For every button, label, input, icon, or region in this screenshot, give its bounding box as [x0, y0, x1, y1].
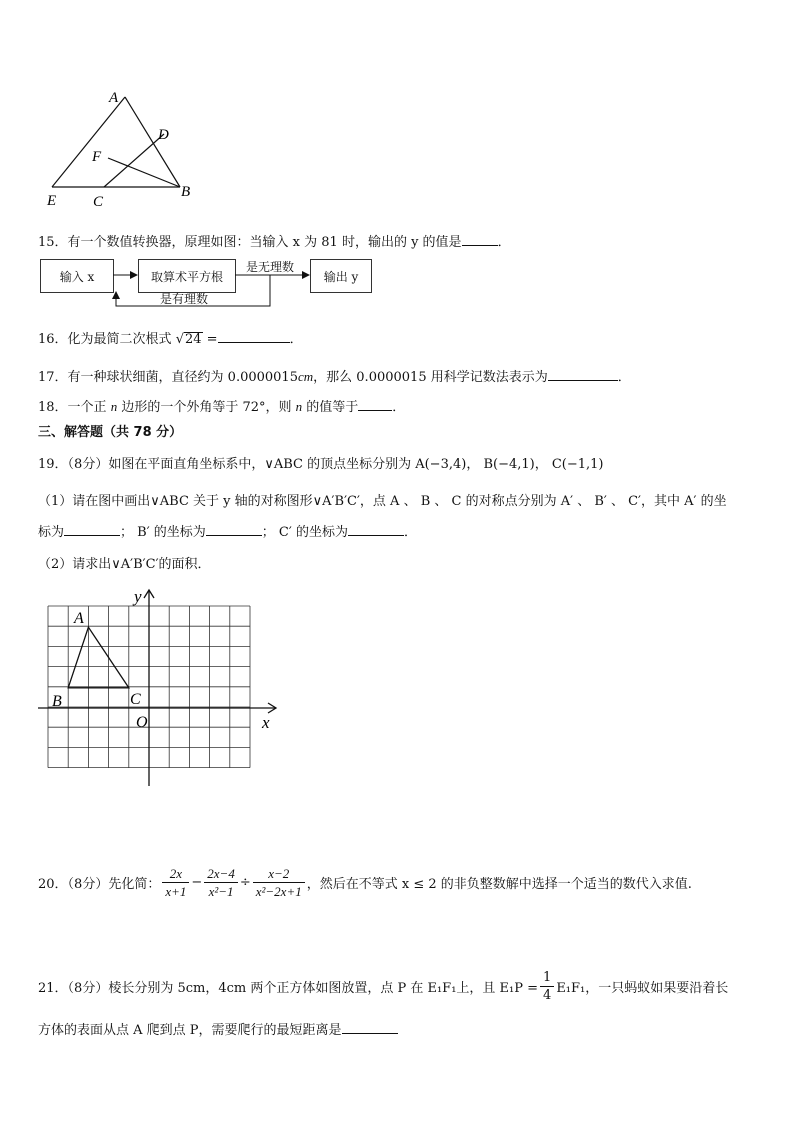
- q17-end: ．: [617, 370, 631, 385]
- q19-l3a: 标为: [38, 525, 65, 540]
- q16-end: ．: [289, 332, 303, 347]
- section-title: 三、解答题（共 78 分）: [38, 425, 183, 440]
- flow-input-box: 输入 x: [40, 259, 114, 293]
- q19-line2: （1）请在图中画出∨ABC 关于 y 轴的对称图形∨A′B′C′，点 A 、 B 、 C 的对称点分别为 A′ 、 B′ 、 C′，其中 A′ 的坐: [38, 494, 727, 509]
- q20-f1-den: x+1: [165, 884, 187, 899]
- q20-f1-num: 2x: [162, 866, 189, 883]
- label-D: D: [158, 127, 169, 143]
- coordinate-grid: [36, 586, 286, 791]
- q17-mid: ，那么 0.0000015 用科学记数法表示为: [313, 370, 548, 385]
- q19-blank-C[interactable]: [348, 523, 404, 536]
- q18-prefix: 18．一个正: [38, 400, 111, 415]
- q19-line1: 19．（8分）如图在平面直角坐标系中，∨ABC 的顶点坐标分别为 A(−3,4)， B(−4,1)， C(−1,1): [38, 457, 604, 472]
- q15-end: ．: [497, 235, 511, 250]
- q18-n2: n: [295, 399, 303, 414]
- question-17: [38, 366, 631, 385]
- q19-l3b: ； B′ 的坐标为: [120, 525, 206, 540]
- grid-label-A: A: [74, 610, 84, 627]
- q16-answer-blank[interactable]: [218, 330, 290, 343]
- q16-radicand: 24: [184, 332, 202, 347]
- triangle-abc: [68, 627, 129, 688]
- q20-frac3: [253, 866, 305, 899]
- q17-text: 17．有一种球状细菌，直径约为 0.0000015: [38, 370, 298, 385]
- flow-output-box: 输出 y: [310, 259, 372, 293]
- label-A: A: [109, 90, 119, 106]
- sqrt-sign-icon: √: [175, 332, 184, 347]
- q20-frac2: [204, 866, 238, 899]
- label-C: C: [93, 194, 104, 210]
- q15-answer-blank[interactable]: [462, 233, 498, 246]
- q20-f2-den: x²−1: [208, 884, 234, 899]
- q21-l1b: E₁F₁，一只蚂蚁如果要沿着长: [556, 981, 729, 996]
- q20-prefix: 20．（8分）先化简：: [38, 877, 161, 892]
- q21-answer-blank[interactable]: [342, 1021, 398, 1034]
- q16-equals: =: [206, 332, 218, 347]
- label-F: F: [92, 149, 102, 165]
- q20-f2-num: 2x−4: [204, 866, 238, 883]
- label-B: B: [181, 184, 191, 200]
- grid-label-O: O: [136, 714, 148, 731]
- grid-label-y: y: [134, 587, 142, 606]
- question-21-line1: [38, 970, 728, 1003]
- grid-label-B: B: [52, 693, 62, 710]
- q19-blank-A[interactable]: [64, 523, 120, 536]
- q19-blank-B[interactable]: [206, 523, 262, 536]
- q20-frac1: [162, 866, 189, 899]
- q19-line3: [38, 521, 417, 540]
- q20-f3-num: x−2: [253, 866, 305, 883]
- q19-l3c: ； C′ 的坐标为: [261, 525, 348, 540]
- q18-n1: n: [110, 399, 118, 414]
- q20-suffix: ，然后在不等式 x ≤ 2 的非负整数解中选择一个适当的数代入求值.: [306, 877, 692, 892]
- question-16: [38, 328, 303, 347]
- q21-frac: [540, 970, 554, 1003]
- q21-l1a: 21．（8分）棱长分别为 5cm，4cm 两个正方体如图放置，点 P 在 E₁F₁上，且 E₁P =: [38, 981, 539, 996]
- flow-rational-label: 是有理数: [160, 292, 209, 306]
- q20-div: ÷: [239, 875, 251, 890]
- q21-frac-den: 4: [543, 988, 552, 1003]
- q15-text: 15．有一个数值转换器，原理如图：当输入 x 为 81 时，输出的 y 的值是: [38, 235, 462, 250]
- q19-l3d: ．: [403, 525, 417, 540]
- q18-end: ．: [392, 400, 406, 415]
- grid-label-C: C: [130, 691, 141, 708]
- q16-text: 16．化为最简二次根式: [38, 332, 176, 347]
- flow-arrows: [0, 0, 400, 320]
- q20-minus: −: [191, 875, 203, 890]
- q18-mid: 边形的一个外角等于 72°，则: [117, 400, 296, 415]
- q17-answer-blank[interactable]: [548, 368, 618, 381]
- q21-frac-num: 1: [540, 970, 554, 987]
- q19-line4: （2）请求出∨A′B′C′的面积．: [38, 557, 211, 572]
- q18-answer-blank[interactable]: [358, 398, 392, 411]
- flow-irrational-label: 是无理数: [246, 260, 295, 274]
- flow-process-box: 取算术平方根: [138, 259, 236, 293]
- grid-label-x: x: [262, 713, 270, 732]
- question-20: [38, 866, 692, 899]
- q18-suffix: 的值等于: [302, 400, 359, 415]
- question-21-line2: [38, 1019, 398, 1038]
- q21-l2: 方体的表面从点 A 爬到点 P，需要爬行的最短距离是: [38, 1023, 342, 1038]
- question-18: [38, 396, 405, 415]
- label-E: E: [47, 193, 57, 209]
- q20-f3-den: x²−2x+1: [255, 884, 302, 899]
- q17-unit: cm: [297, 369, 314, 384]
